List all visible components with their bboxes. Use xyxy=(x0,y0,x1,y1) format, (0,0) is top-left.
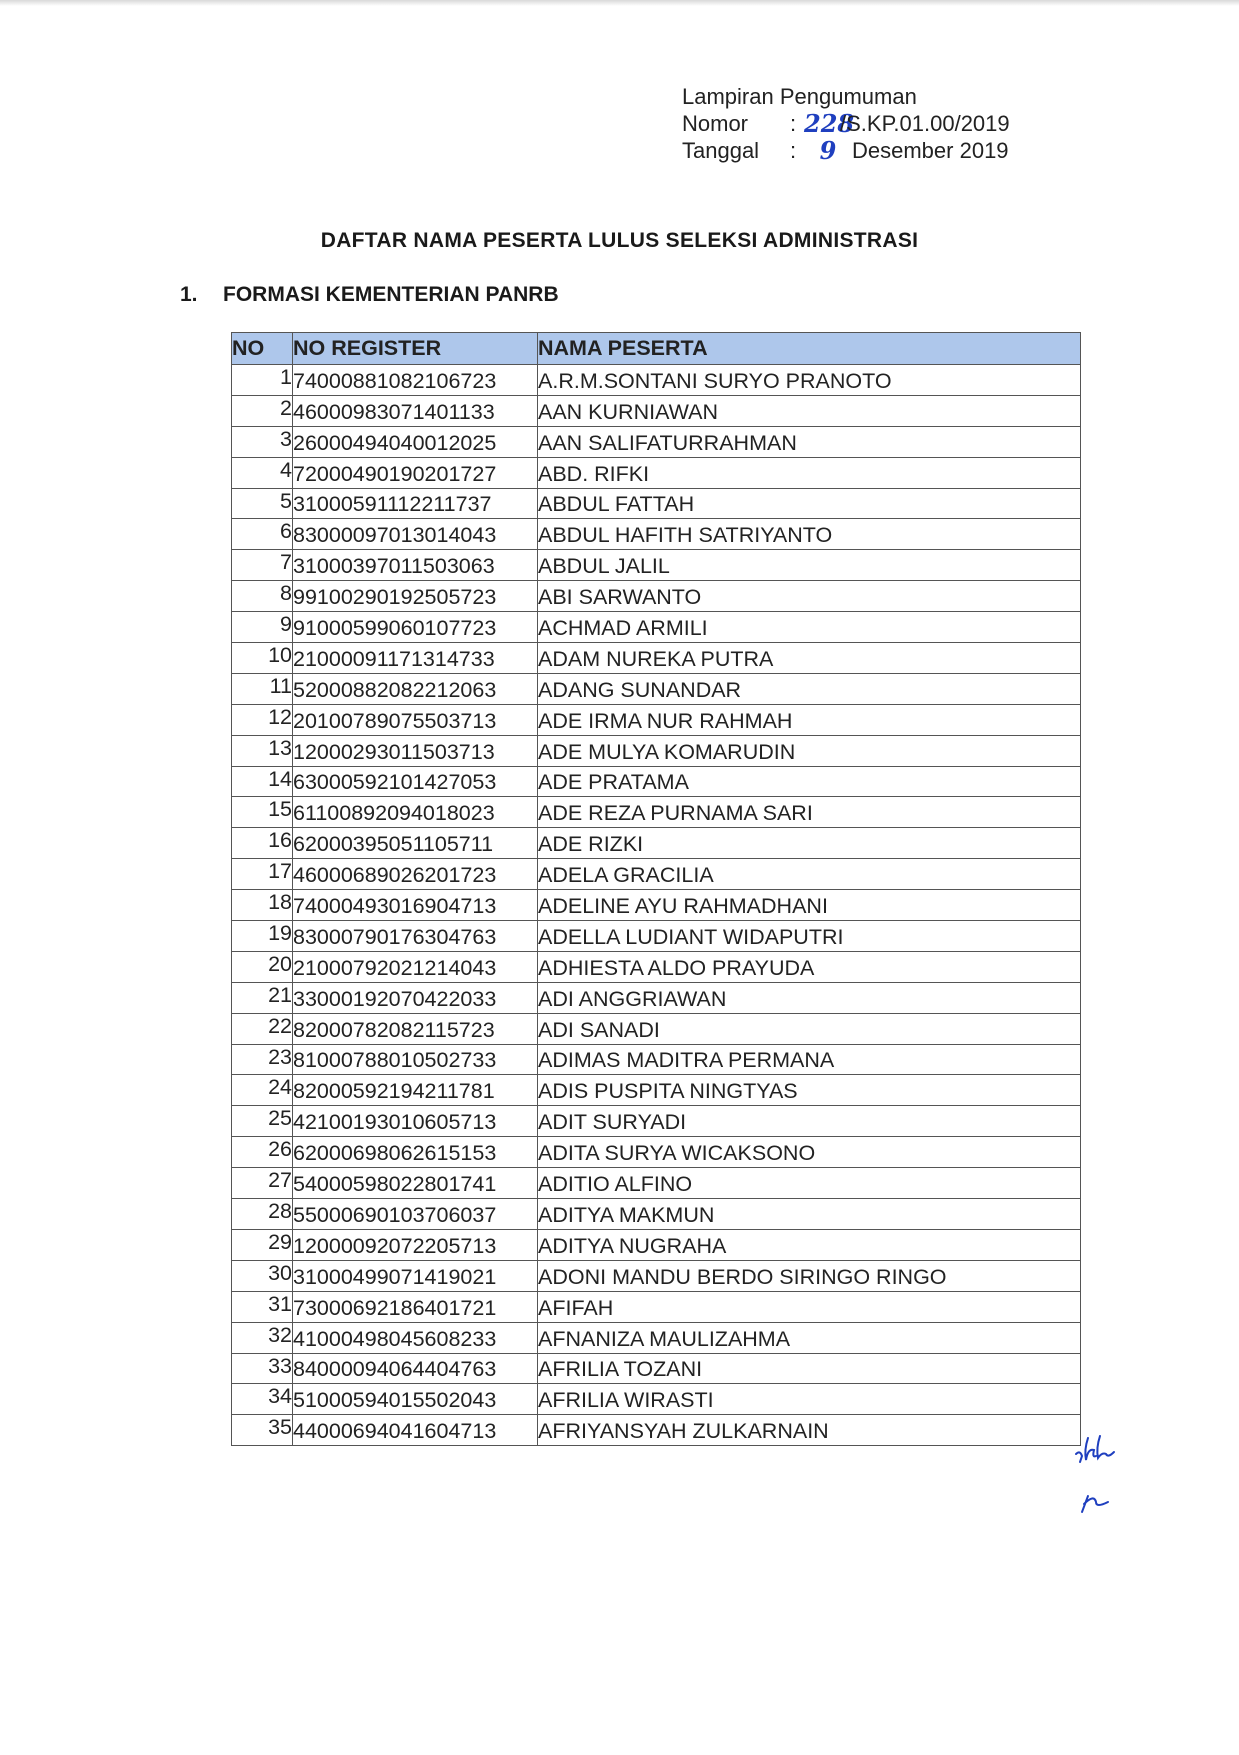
row-register-number: 26000494040012025 xyxy=(293,426,538,457)
participant-table xyxy=(231,332,1081,1446)
section-heading xyxy=(180,283,559,307)
table-row xyxy=(232,766,1081,797)
table-row xyxy=(232,1075,1081,1106)
table-row xyxy=(232,797,1081,828)
table-row xyxy=(232,1137,1081,1168)
row-register-number: 54000598022801741 xyxy=(293,1168,538,1199)
row-participant-name: ADE MULYA KOMARUDIN xyxy=(538,735,1081,766)
header-tanggal-rest: Desember 2019 xyxy=(852,138,1009,163)
row-participant-name: ADE RIZKI xyxy=(538,828,1081,859)
row-register-number: 21000091171314733 xyxy=(293,643,538,674)
row-register-number: 31000591112211737 xyxy=(293,488,538,519)
row-register-number: 20100789075503713 xyxy=(293,704,538,735)
row-number: 16 xyxy=(232,828,293,859)
row-register-number: 82000782082115723 xyxy=(293,1013,538,1044)
table-row xyxy=(232,488,1081,519)
table-row xyxy=(232,457,1081,488)
table-row xyxy=(232,735,1081,766)
row-participant-name: ABDUL HAFITH SATRIYANTO xyxy=(538,519,1081,550)
row-participant-name: ACHMAD ARMILI xyxy=(538,612,1081,643)
row-register-number: 99100290192505723 xyxy=(293,581,538,612)
table-row xyxy=(232,612,1081,643)
table-row xyxy=(232,1013,1081,1044)
row-number: 12 xyxy=(232,704,293,735)
header-line-lampiran xyxy=(682,83,1010,110)
column-header-no: NO xyxy=(232,333,293,365)
row-register-number: 63000592101427053 xyxy=(293,766,538,797)
row-number: 9 xyxy=(232,612,293,643)
row-participant-name: ADE IRMA NUR RAHMAH xyxy=(538,704,1081,735)
row-register-number: 12000092072205713 xyxy=(293,1229,538,1260)
table-header-row xyxy=(232,333,1081,365)
row-participant-name: A.R.M.SONTANI SURYO PRANOTO xyxy=(538,365,1081,396)
row-number: 23 xyxy=(232,1044,293,1075)
row-number: 7 xyxy=(232,550,293,581)
header-lampiran-text: Lampiran Pengumuman xyxy=(682,84,917,109)
row-number: 11 xyxy=(232,673,293,704)
table-row xyxy=(232,1322,1081,1353)
header-nomor-label: Nomor xyxy=(682,111,749,136)
row-participant-name: ADIT SURYADI xyxy=(538,1106,1081,1137)
row-number: 22 xyxy=(232,1013,293,1044)
row-register-number: 46000689026201723 xyxy=(293,859,538,890)
row-number: 31 xyxy=(232,1291,293,1322)
row-register-number: 82000592194211781 xyxy=(293,1075,538,1106)
row-register-number: 62000698062615153 xyxy=(293,1137,538,1168)
section-label: FORMASI KEMENTERIAN PANRB xyxy=(223,283,559,306)
row-number: 27 xyxy=(232,1168,293,1199)
row-register-number: 74000493016904713 xyxy=(293,890,538,921)
row-participant-name: ADITA SURYA WICAKSONO xyxy=(538,1137,1081,1168)
row-number: 32 xyxy=(232,1322,293,1353)
row-number: 18 xyxy=(232,890,293,921)
table-row xyxy=(232,1044,1081,1075)
row-register-number: 81000788010502733 xyxy=(293,1044,538,1075)
table-row xyxy=(232,1384,1081,1415)
document-title: DAFTAR NAMA PESERTA LULUS SELEKSI ADMINISTRASI xyxy=(320,229,919,252)
row-number: 19 xyxy=(232,921,293,952)
row-participant-name: ABI SARWANTO xyxy=(538,581,1081,612)
row-number: 24 xyxy=(232,1075,293,1106)
row-participant-name: ADIS PUSPITA NINGTYAS xyxy=(538,1075,1081,1106)
row-register-number: 74000881082106723 xyxy=(293,365,538,396)
row-register-number: 83000097013014043 xyxy=(293,519,538,550)
row-participant-name: ABDUL FATTAH xyxy=(538,488,1081,519)
row-register-number: 55000690103706037 xyxy=(293,1199,538,1230)
row-register-number: 41000498045608233 xyxy=(293,1322,538,1353)
row-participant-name: ADANG SUNANDAR xyxy=(538,673,1081,704)
row-register-number: 52000882082212063 xyxy=(293,673,538,704)
row-participant-name: ADE PRATAMA xyxy=(538,766,1081,797)
row-participant-name: ADONI MANDU BERDO SIRINGO RINGO xyxy=(538,1260,1081,1291)
table-row xyxy=(232,704,1081,735)
table-row xyxy=(232,890,1081,921)
table-row xyxy=(232,1168,1081,1199)
row-register-number: 62000395051105711 xyxy=(293,828,538,859)
row-register-number: 33000192070422033 xyxy=(293,982,538,1013)
header-nomor-handwritten: 228 xyxy=(804,109,855,138)
row-register-number: 84000094064404763 xyxy=(293,1353,538,1384)
row-register-number: 83000790176304763 xyxy=(293,921,538,952)
table-row xyxy=(232,1415,1081,1446)
row-number: 29 xyxy=(232,1229,293,1260)
row-register-number: 51000594015502043 xyxy=(293,1384,538,1415)
table-row xyxy=(232,581,1081,612)
table-row xyxy=(232,921,1081,952)
row-participant-name: ADELINE AYU RAHMADHANI xyxy=(538,890,1081,921)
row-register-number: 91000599060107723 xyxy=(293,612,538,643)
row-number: 10 xyxy=(232,643,293,674)
row-participant-name: AAN SALIFATURRAHMAN xyxy=(538,426,1081,457)
row-register-number: 31000499071419021 xyxy=(293,1260,538,1291)
row-number: 5 xyxy=(232,488,293,519)
section-number: 1. xyxy=(180,283,198,306)
row-participant-name: ADI ANGGRIAWAN xyxy=(538,982,1081,1013)
table-row xyxy=(232,859,1081,890)
attachment-header xyxy=(682,83,1010,164)
column-header-no-register: NO REGISTER xyxy=(293,333,538,365)
row-number: 33 xyxy=(232,1353,293,1384)
header-line-tanggal xyxy=(682,137,1010,164)
row-register-number: 61100892094018023 xyxy=(293,797,538,828)
table-row xyxy=(232,1106,1081,1137)
row-number: 4 xyxy=(232,457,293,488)
table-row xyxy=(232,426,1081,457)
row-participant-name: ADI SANADI xyxy=(538,1013,1081,1044)
row-number: 30 xyxy=(232,1260,293,1291)
page-scan-edge xyxy=(0,0,1239,6)
header-nomor-rest: /S.KP.01.00/2019 xyxy=(840,111,1010,136)
table-row xyxy=(232,1199,1081,1230)
row-participant-name: ADELLA LUDIANT WIDAPUTRI xyxy=(538,921,1081,952)
row-register-number: 72000490190201727 xyxy=(293,457,538,488)
table-row xyxy=(232,1353,1081,1384)
header-tanggal-label: Tanggal xyxy=(682,138,760,163)
header-tanggal-handwritten: 9 xyxy=(819,136,837,165)
row-number: 8 xyxy=(232,581,293,612)
row-register-number: 12000293011503713 xyxy=(293,735,538,766)
table-row xyxy=(232,1229,1081,1260)
row-number: 14 xyxy=(232,766,293,797)
table-row xyxy=(232,395,1081,426)
row-number: 6 xyxy=(232,519,293,550)
table-row xyxy=(232,982,1081,1013)
row-participant-name: AFIFAH xyxy=(538,1291,1081,1322)
table-row xyxy=(232,519,1081,550)
row-participant-name: AFRIYANSYAH ZULKARNAIN xyxy=(538,1415,1081,1446)
row-number: 35 xyxy=(232,1415,293,1446)
row-register-number: 46000983071401133 xyxy=(293,395,538,426)
row-number: 20 xyxy=(232,951,293,982)
row-number: 13 xyxy=(232,735,293,766)
row-participant-name: ADITYA MAKMUN xyxy=(538,1199,1081,1230)
row-register-number: 73000692186401721 xyxy=(293,1291,538,1322)
row-participant-name: ADELA GRACILIA xyxy=(538,859,1081,890)
row-register-number: 42100193010605713 xyxy=(293,1106,538,1137)
row-participant-name: ADE REZA PURNAMA SARI xyxy=(538,797,1081,828)
row-number: 26 xyxy=(232,1137,293,1168)
row-register-number: 44000694041604713 xyxy=(293,1415,538,1446)
row-participant-name: ADIMAS MADITRA PERMANA xyxy=(538,1044,1081,1075)
row-number: 21 xyxy=(232,982,293,1013)
header-tanggal-colon: : xyxy=(790,138,797,163)
row-number: 15 xyxy=(232,797,293,828)
row-number: 25 xyxy=(232,1106,293,1137)
row-number: 1 xyxy=(232,365,293,396)
row-number: 28 xyxy=(232,1199,293,1230)
table-row xyxy=(232,643,1081,674)
header-nomor-colon: : xyxy=(790,111,797,136)
table-body xyxy=(232,365,1081,1446)
row-number: 2 xyxy=(232,395,293,426)
row-participant-name: ADITIO ALFINO xyxy=(538,1168,1081,1199)
initials-signature-icon xyxy=(1070,1430,1140,1520)
header-line-nomor xyxy=(682,110,1010,137)
row-register-number: 21000792021214043 xyxy=(293,951,538,982)
row-participant-name: ABD. RIFKI xyxy=(538,457,1081,488)
row-participant-name: AFRILIA TOZANI xyxy=(538,1353,1081,1384)
row-participant-name: AFNANIZA MAULIZAHMA xyxy=(538,1322,1081,1353)
row-number: 3 xyxy=(232,426,293,457)
row-participant-name: ADHIESTA ALDO PRAYUDA xyxy=(538,951,1081,982)
row-participant-name: ADAM NUREKA PUTRA xyxy=(538,643,1081,674)
row-number: 17 xyxy=(232,859,293,890)
table-row xyxy=(232,550,1081,581)
table-row xyxy=(232,673,1081,704)
row-participant-name: ABDUL JALIL xyxy=(538,550,1081,581)
table-row xyxy=(232,828,1081,859)
row-register-number: 31000397011503063 xyxy=(293,550,538,581)
table-row xyxy=(232,1291,1081,1322)
table-row xyxy=(232,951,1081,982)
table-row xyxy=(232,365,1081,396)
row-participant-name: AAN KURNIAWAN xyxy=(538,395,1081,426)
row-participant-name: AFRILIA WIRASTI xyxy=(538,1384,1081,1415)
column-header-nama-peserta: NAMA PESERTA xyxy=(538,333,1081,365)
row-participant-name: ADITYA NUGRAHA xyxy=(538,1229,1081,1260)
table-row xyxy=(232,1260,1081,1291)
row-number: 34 xyxy=(232,1384,293,1415)
